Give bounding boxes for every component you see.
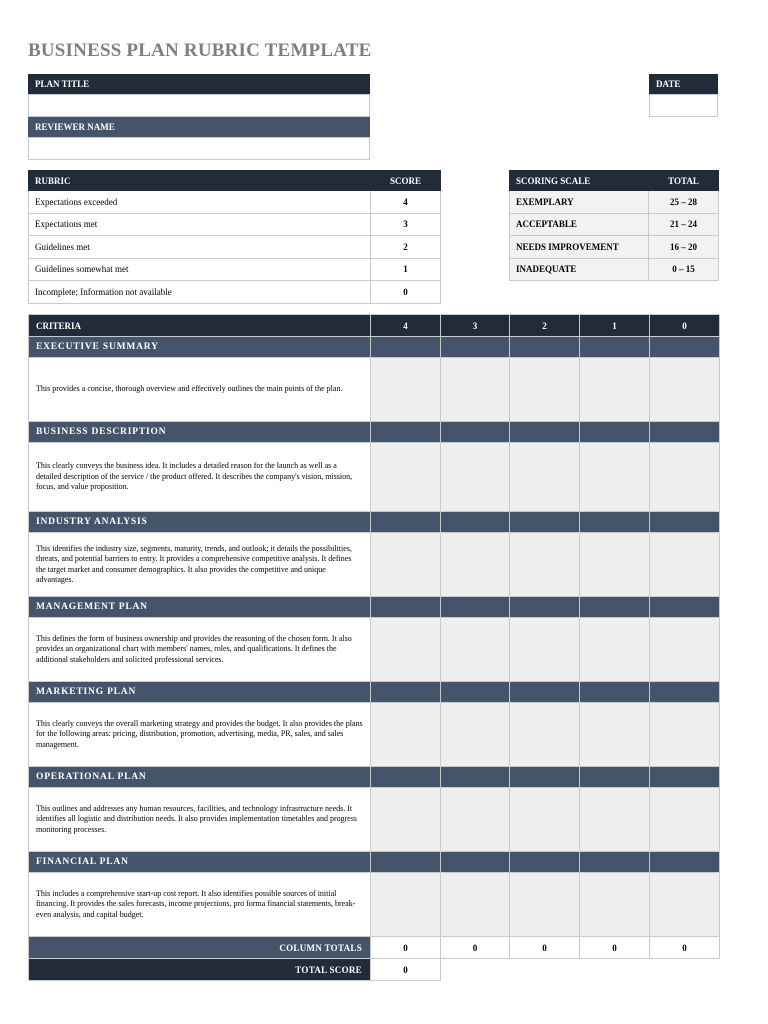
score-cell[interactable] <box>441 703 510 767</box>
score-cell[interactable] <box>441 873 510 937</box>
score-col-header: 0 <box>650 315 720 337</box>
score-cell[interactable] <box>580 358 650 422</box>
score-col-header: 2 <box>510 315 580 337</box>
score-cell[interactable] <box>650 618 720 682</box>
scoring-row <box>510 258 719 281</box>
section-heading: FINANCIAL PLAN <box>29 852 371 873</box>
section-heading: MARKETING PLAN <box>29 682 371 703</box>
score-cell[interactable] <box>510 618 580 682</box>
column-total: 0 <box>650 937 720 959</box>
rubric-score: 1 <box>371 258 441 281</box>
scoring-row <box>510 191 719 214</box>
scale-range: 25 – 28 <box>649 191 719 214</box>
rubric-row <box>29 258 441 281</box>
score-cell[interactable] <box>650 703 720 767</box>
section-description: This provides a concise, thorough overview and effectively outlines the main points of the plan. <box>29 358 371 422</box>
scoring-row <box>510 213 719 236</box>
score-cell[interactable] <box>441 533 510 597</box>
scoring-scale-header: SCORING SCALE <box>510 171 649 191</box>
score-cell[interactable] <box>510 788 580 852</box>
column-total: 0 <box>580 937 650 959</box>
score-cell[interactable] <box>650 358 720 422</box>
score-cell[interactable] <box>510 533 580 597</box>
scoring-scale-table <box>509 170 719 281</box>
column-totals-row <box>29 937 720 959</box>
plan-title-field[interactable] <box>28 94 370 117</box>
scale-range: 21 – 24 <box>649 213 719 236</box>
section-description: This clearly conveys the business idea. It includes a detailed reason for the launch as well as a detailed description of the service / the product offered. It describes the company's vision, mission, focus, and value proposition. <box>29 443 371 512</box>
score-col-header: 1 <box>580 315 650 337</box>
column-total: 0 <box>510 937 580 959</box>
rubric-score: 4 <box>371 191 441 214</box>
rubric-label: Expectations exceeded <box>29 191 371 214</box>
score-cell[interactable] <box>371 358 441 422</box>
scale-label: EXEMPLARY <box>510 191 649 214</box>
score-cell[interactable] <box>580 533 650 597</box>
column-totals-label: COLUMN TOTALS <box>29 937 371 959</box>
score-cell[interactable] <box>580 443 650 512</box>
column-total: 0 <box>441 937 510 959</box>
rubric-label: Guidelines met <box>29 236 371 259</box>
date-label: DATE <box>649 74 718 94</box>
score-cell[interactable] <box>580 873 650 937</box>
rubric-label: Guidelines somewhat met <box>29 258 371 281</box>
section-description: This identifies the industry size, segments, maturity, trends, and outlook; it details the possibilities, threats, and potential barriers to entry. It provides a comprehensive competitive analysis. It defines the target market and consumer demographics. It also provides the competitive and unique advantages. <box>29 533 371 597</box>
scale-label: ACCEPTABLE <box>510 213 649 236</box>
score-header: SCORE <box>371 171 441 191</box>
score-cell[interactable] <box>650 443 720 512</box>
total-score-row <box>29 959 720 981</box>
section-description: This defines the form of business ownership and provides the reasoning of the chosen form. It also provides an organizational chart with members' names, roles, and qualifications. It defines the additional stakeholders and solicited professional services. <box>29 618 371 682</box>
score-cell[interactable] <box>580 618 650 682</box>
score-col-header: 4 <box>371 315 441 337</box>
score-cell[interactable] <box>510 358 580 422</box>
rubric-score: 2 <box>371 236 441 259</box>
criteria-header: CRITERIA <box>29 315 371 337</box>
rubric-label: Incomplete; Information not available <box>29 281 371 304</box>
rubric-row <box>29 213 441 236</box>
scale-label: NEEDS IMPROVEMENT <box>510 236 649 259</box>
reviewer-name-field[interactable] <box>28 137 370 160</box>
page-title: BUSINESS PLAN RUBRIC TEMPLATE <box>28 40 372 61</box>
score-cell[interactable] <box>371 618 441 682</box>
rubric-score: 0 <box>371 281 441 304</box>
score-cell[interactable] <box>371 533 441 597</box>
score-cell[interactable] <box>580 703 650 767</box>
rubric-row <box>29 191 441 214</box>
date-field[interactable] <box>649 94 718 117</box>
rubric-table <box>28 170 441 304</box>
section-heading: EXECUTIVE SUMMARY <box>29 337 371 358</box>
section-description: This includes a comprehensive start-up cost report. It also identifies possible sources of initial financing. It provides the sales forecasts, income projections, pro forma financial statements, break-even analysis, and capital budget. <box>29 873 371 937</box>
score-cell[interactable] <box>371 788 441 852</box>
rubric-row <box>29 281 441 304</box>
score-cell[interactable] <box>650 533 720 597</box>
score-cell[interactable] <box>580 788 650 852</box>
score-col-header: 3 <box>441 315 510 337</box>
rubric-score: 3 <box>371 213 441 236</box>
criteria-table <box>28 314 720 981</box>
score-cell[interactable] <box>650 873 720 937</box>
scale-range: 0 – 15 <box>649 258 719 281</box>
score-cell[interactable] <box>441 788 510 852</box>
section-heading: INDUSTRY ANALYSIS <box>29 512 371 533</box>
plan-title-label: PLAN TITLE <box>28 74 370 94</box>
score-cell[interactable] <box>371 873 441 937</box>
score-cell[interactable] <box>510 873 580 937</box>
total-score-label: TOTAL SCORE <box>29 959 371 981</box>
column-total: 0 <box>371 937 441 959</box>
score-cell[interactable] <box>441 618 510 682</box>
total-score-value: 0 <box>371 959 441 981</box>
section-description: This clearly conveys the overall marketing strategy and provides the budget. It also provides the plans for the following areas: pricing, distribution, promotion, advertising, media, PR, sales, and sales management. <box>29 703 371 767</box>
score-cell[interactable] <box>371 703 441 767</box>
rubric-row <box>29 236 441 259</box>
score-cell[interactable] <box>371 443 441 512</box>
rubric-header: RUBRIC <box>29 171 371 191</box>
score-cell[interactable] <box>510 443 580 512</box>
total-header: TOTAL <box>649 171 719 191</box>
section-heading: MANAGEMENT PLAN <box>29 597 371 618</box>
scoring-row <box>510 236 719 259</box>
score-cell[interactable] <box>510 703 580 767</box>
score-cell[interactable] <box>650 788 720 852</box>
section-heading: OPERATIONAL PLAN <box>29 767 371 788</box>
reviewer-name-label: REVIEWER NAME <box>28 117 370 137</box>
section-heading: BUSINESS DESCRIPTION <box>29 422 371 443</box>
score-cell[interactable] <box>441 443 510 512</box>
scale-label: INADEQUATE <box>510 258 649 281</box>
score-cell[interactable] <box>441 358 510 422</box>
section-description: This outlines and addresses any human resources, facilities, and technology infrastructure needs. It identifies all logistic and distribution needs. It also provides implementation timetables and progress monitoring processes. <box>29 788 371 852</box>
rubric-label: Expectations met <box>29 213 371 236</box>
scale-range: 16 – 20 <box>649 236 719 259</box>
